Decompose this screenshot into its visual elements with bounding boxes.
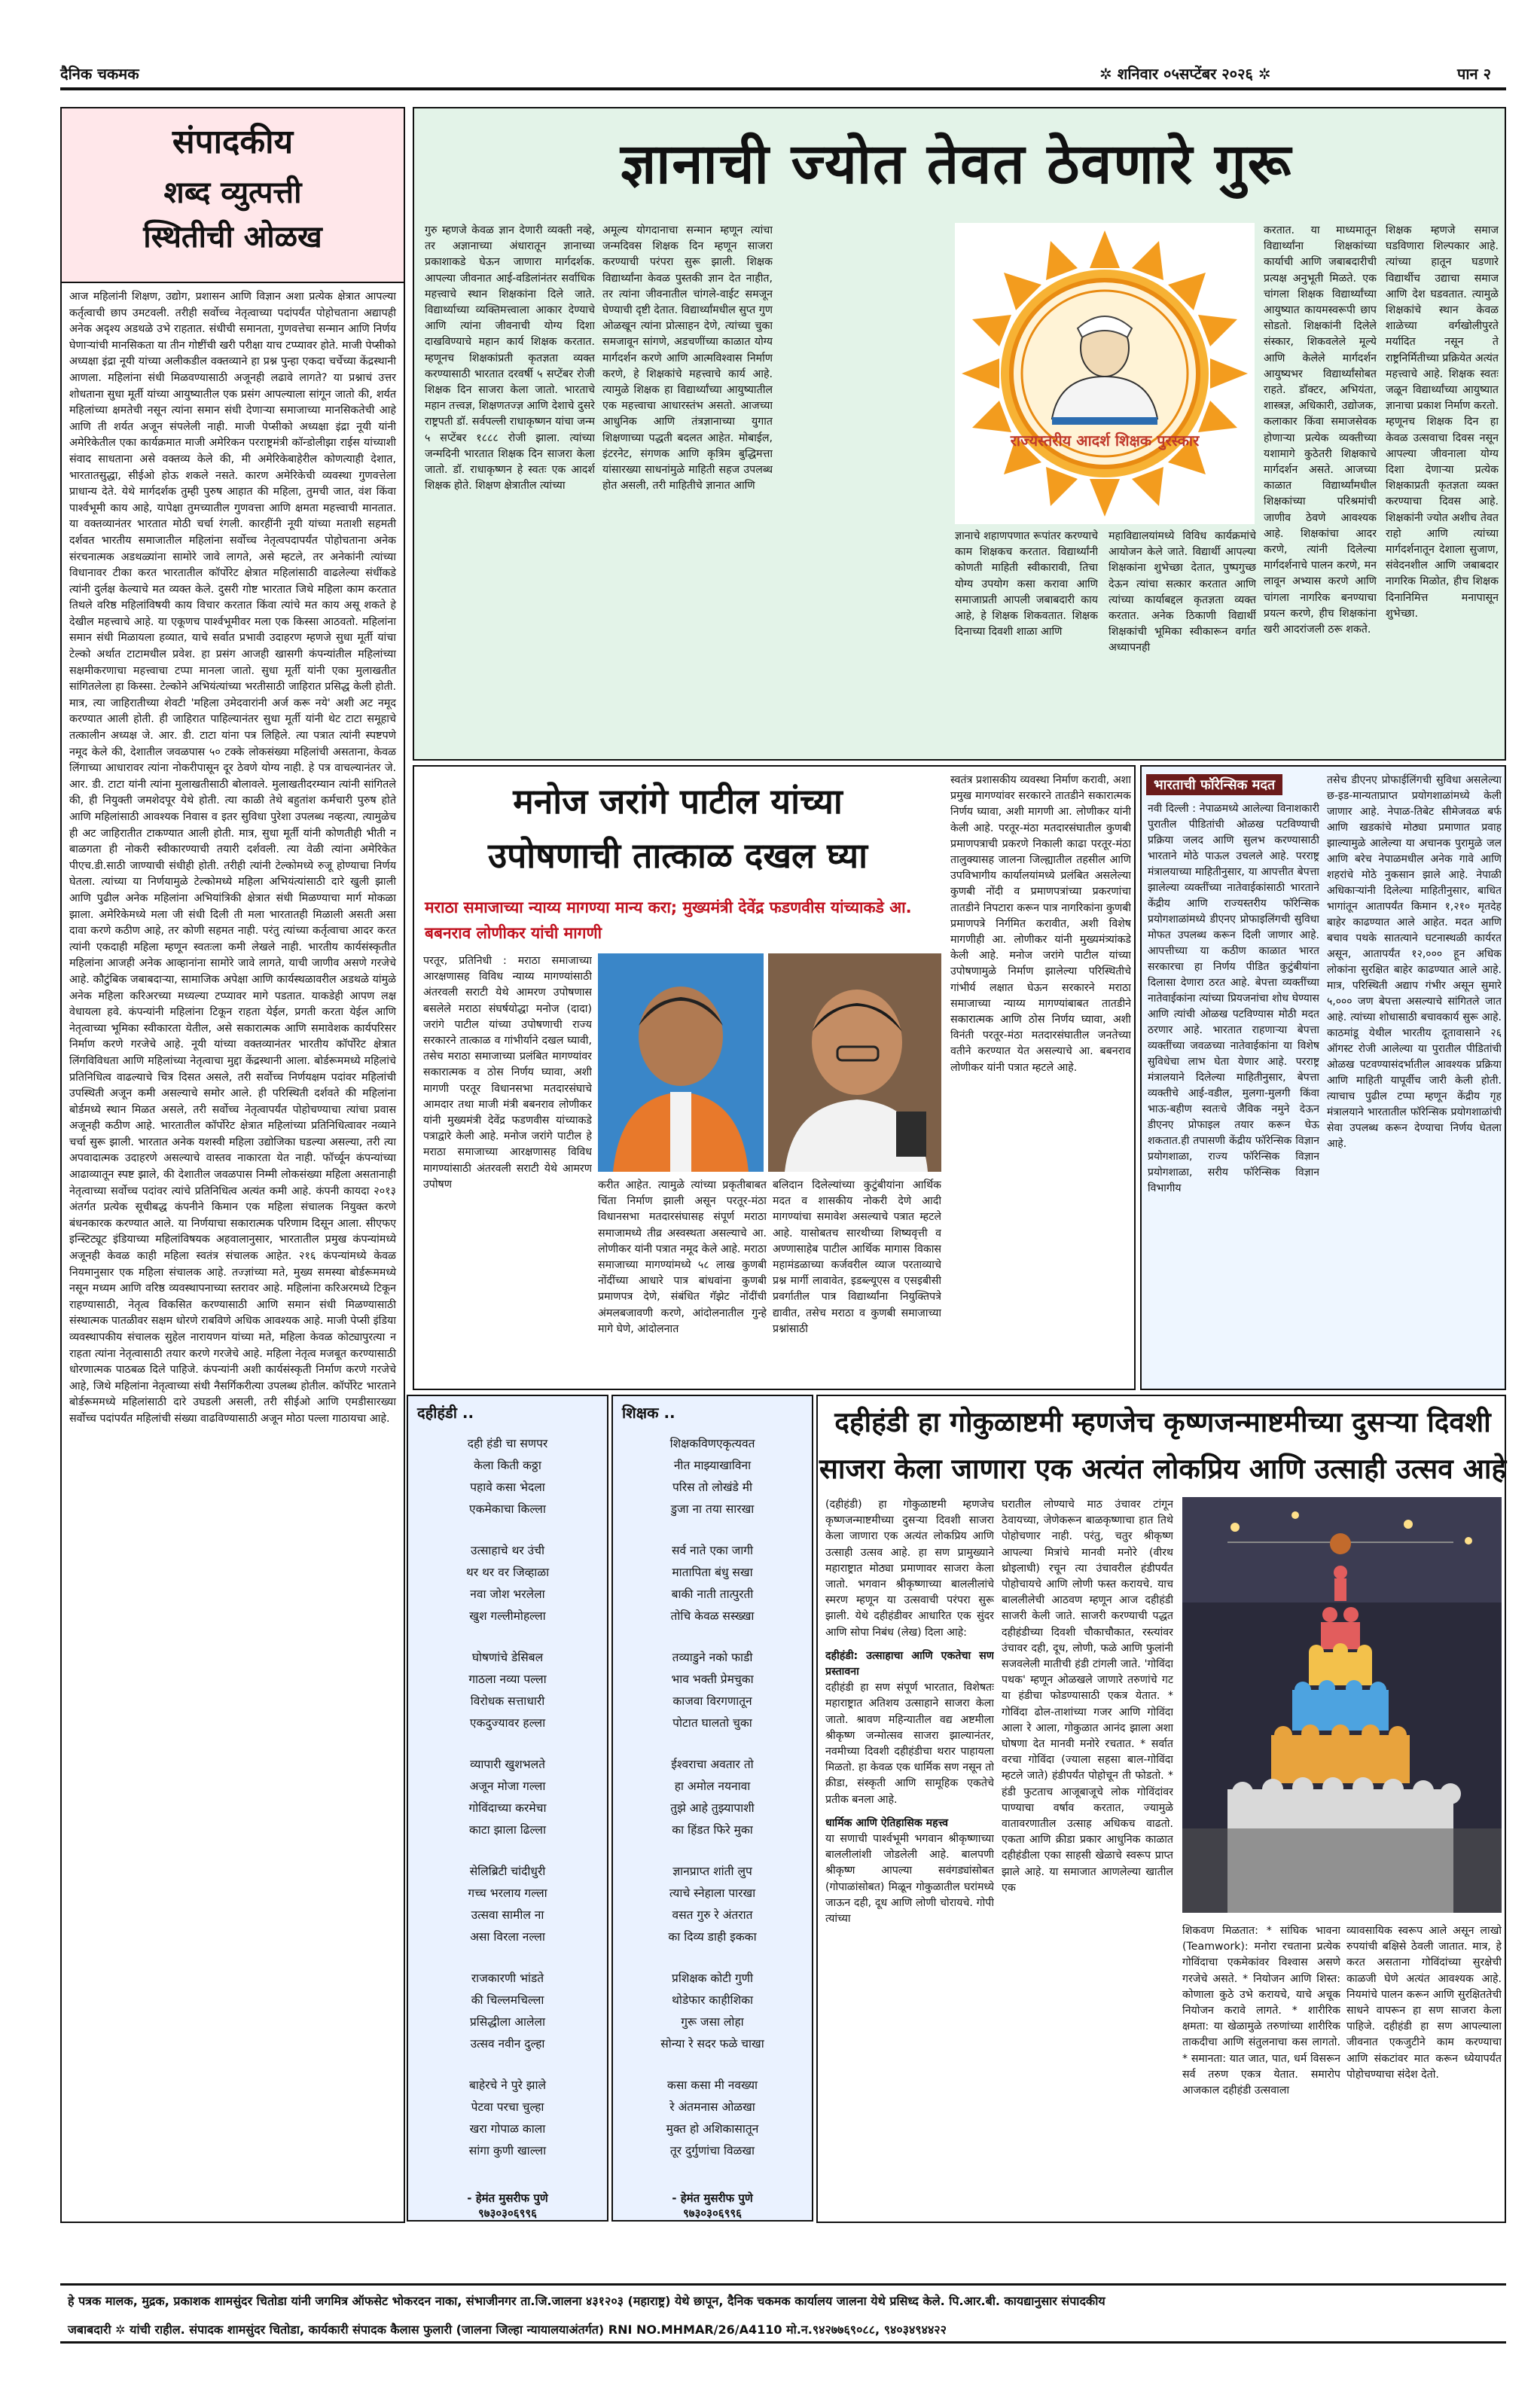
teachers-col-6: शिक्षक म्हणजे समाज घडविणारा शिल्पकार आहे. त्यांच्या हातून घडणारे विद्यार्थीच उद्याचा समाज आणि देश घडवतात. त्यामुळे शिक्षकांचे स्थान केवळ शाळेच्या वर्गखोलीपुरते मर्यादित नसून ते राष्ट्रनिर्मितीच्या प्रक्रियेत अत्यंत महत्त्वाचे आहे. शिक्षक स्वतः जळून विद्यार्थ्यांच्या आयुष्यात ज्ञानाचा प्रकाश निर्माण करतो. म्हणूनच शिक्षक दिन हा केवळ उत्सवाचा दिवस नसून आपल्या जीवनाला योग्य दिशा देणाऱ्या प्रत्येक शिक्षकाप्रती कृतज्ञता व्यक्त करण्याचा दिवस आहे. शिक्षकांनी ज्योत अशीच तेवत राहो आणि त्यांच्या मार्गदर्शनातून देशाला सुजाण, संवेदनशील आणि जबाबदार नागरिक मिळोत, हीच शिक्षक दिनानिमित्त मनापासून शुभेच्छा.: [1386, 224, 1499, 620]
poem-stanza: [621, 1540, 804, 1627]
editorial-title-line2: स्थितीची ओळख: [143, 220, 322, 255]
lonikar-photo: [598, 953, 764, 1172]
poem-line: उत्साहाचे थर उंची: [471, 1544, 544, 1557]
poem-stanza: [621, 1861, 804, 1948]
poem-stanza: [416, 1968, 599, 2055]
poem-line: तोचि केवळ सस्ख्खा: [670, 1609, 755, 1623]
poem-line: मातापिता बंधु सखा: [672, 1566, 753, 1579]
forensic-col-1: नवी दिल्ली : नेपाळमध्ये आलेल्या विनाशकारी पुरातील पीडितांची ओळख पटविण्याची प्रक्रिया जलद आणि सुलभ करण्यासाठी भारताने मोठे पाऊल उचलले आहे. परराष्ट्र मंत्रालयाच्या माहितीनुसार, या आपत्तीत बेपत्ता झालेल्या व्यक्तींच्या नातेवाईकांसाठी भारताने केंद्रीय आणि राज्यस्तरीय फॉरेन्सिक प्रयोगशाळांमध्ये डीएनए प्रोफाइलिंगची सुविधा मोफत उपलब्ध करून दिली जाणार आहे. आपत्तीच्या या कठीण काळात भारत सरकारचा हा निर्णय पीडित कुटुंबीयांना दिलासा देणारा ठरत आहे. बेपत्ता व्यक्तींच्या नातेवाईकांना त्यांच्या प्रियजनांचा शोध घेण्यास आणि त्यांची ओळख पटविण्यास मोठी मदत ठरणार आहे. भारतात राहणाऱ्या बेपत्ता व्यक्तींच्या जवळच्या नातेवाईकांना या विशेष सुविधेचा लाभ घेता येणार आहे. परराष्ट्र मंत्रालयाने दिलेल्या माहितीनुसार, बेपत्ता व्यक्तीचे आई-वडील, मुलगा-मुलगी किंवा भाऊ-बहीण स्वतःचे जैविक नमुने देऊन डीएनए प्रोफाइल तयार करून घेऊ शकतात.ही तपासणी केंद्रीय फॉरेन्सिक विज्ञान प्रयोगशाळा, राज्य फॉरेन्सिक विज्ञान प्रयोगशाळा, सरीय फॉरेन्सिक विज्ञान विभागीय: [1148, 803, 1319, 1194]
poem-stanza: [621, 2075, 804, 2162]
imprint-footer: [60, 2283, 1506, 2344]
poem-line: डुजा ना तया सारखा: [670, 1502, 755, 1516]
dahihandi-col-1: (दहीहंडी) हा गोकुळाष्टमी म्हणजेच कृष्णजन्माष्टमीच्या दुसऱ्या दिवशी साजरा केला जाणारा एक अत्यंत लोकप्रिय आणि उत्साही उत्सव आहे. हा सण प्रामुख्याने महाराष्ट्रात मोठ्या प्रमाणावर साजरा केला जातो. भगवान श्रीकृष्णाच्या बाललीलांचे स्मरण म्हणून या उत्सवाची परंपरा सुरू झाली. येथे दहीहंडीवर आधारित एक सुंदर आणि सोपा निबंध (लेख) दिला आहे: दहीहंडी: उत्साहाचा आणि एकतेचा सण प्रस्तावना दहीहंडी हा सण संपूर्ण भारतात, विशेषतः महाराष्ट्रात अतिशय उत्साहाने साजरा केला जातो. श्रावण महिन्यातील वद्य अष्टमीला श्रीकृष्ण जन्मोत्सव साजरा झाल्यानंतर, नवमीच्या दिवशी दहीहंडीचा थरार पाहायला मिळतो. हा केवळ एक धार्मिक सण नसून तो क्रीडा, संस्कृती आणि सामूहिक एकतेचे प्रतीक बनला आहे. धार्मिक आणि ऐतिहासिक महत्त्व या सणाची पार्श्वभूमी भगवान श्रीकृष्णाच्या बाललीलांशी जोडलेली आहे. बालपणी श्रीकृष्ण आपल्या सवंगड्यांसोबत (गोपाळांसोबत) मिळून गोकुळातील घरांमध्ये जाऊन दही, दूध आणि लोणी चोरायचे. गोपी त्यांच्या: [825, 1499, 994, 1926]
poem-line: खुश गल्लीमोहल्ला: [469, 1609, 546, 1623]
poem-stanza: [621, 1647, 804, 1734]
poem-stanza: [416, 1754, 599, 1841]
sun-emblem-icon: [955, 223, 1255, 524]
poem-line: सांगा कुणी खाल्ला: [468, 2144, 547, 2158]
teachers-col-2: अमूल्य योगदानाचा सन्मान म्हणून त्यांचा जन्मदिवस शिक्षक दिन म्हणून साजरा करण्याची परंपरा सुरू झाली. शिक्षक विद्यार्थ्यांना केवळ पुस्तकी ज्ञान देत नाहीत, तर त्यांना जीवनातील चांगले-वाईट समजून घेण्याची दृष्टी देतात. विद्यार्थ्यांमधील सुप्त गुण ओळखून त्यांना प्रोत्साहन देणे, त्यांच्या चुका समजावून सांगणे, अडचणींच्या काळात योग्य मार्गदर्शन करणे आणि आत्मविश्वास निर्माण करणे, हे शिक्षकांचे महत्त्वाचे कार्य आहे. त्यामुळे शिक्षक हा विद्यार्थ्यांच्या आयुष्यातील एक महत्त्वाचा आधारस्तंभ असतो. आजच्या आधुनिक आणि तंत्रज्ञानाच्या युगात शिक्षणाच्या पद्धती बदलत आहेत. मोबाईल, इंटरनेट, संगणक आणि कृत्रिम बुद्धिमत्ता यांसारख्या साधनांमुळे माहिती सहज उपलब्ध होत असली, तरी माहितीचे ज्ञानात आणि: [602, 224, 773, 493]
jarange-headline: मनोज जरांगे पाटील यांच्या उपोषणाची तात्काळ दखल घ्या: [487, 781, 868, 876]
poem-line: गोविंदाच्या करमेचा: [468, 1801, 547, 1815]
poem-line: दही हंडी चा सणपर: [467, 1437, 548, 1450]
teachers-col-3: ज्ञानाचे शहाणपणात रूपांतर करण्याचे काम शिक्षकच करतात. विद्यार्थ्यांनी कोणती माहिती स्वीकारावी, तिचा योग्य उपयोग कसा करावा आणि समाजाप्रती आपली जबाबदारी काय आहे, हे शिक्षक शिकवतात. शिक्षक दिनाच्या दिवशी शाळा आणि: [955, 530, 1098, 639]
poem-line: एकमेकाचा किल्ला: [469, 1502, 546, 1516]
poem-line: तूर दुर्गुणांचा विळखा: [669, 2144, 755, 2158]
poem-line: नीत माझ्याखाविना: [673, 1459, 752, 1472]
fadnavis-photo: [768, 953, 941, 1172]
poem-line: काजवा विरगणातून: [672, 1694, 752, 1708]
poem-line: गुरू जसा लोहा: [681, 2015, 744, 2029]
teacher-award-logo: [955, 223, 1255, 524]
poem-line: हा अमोल नयनावा: [674, 1779, 751, 1793]
poem-stanza: [621, 1754, 804, 1841]
page-number: पान २: [1456, 65, 1491, 83]
teachers-col-4: महाविद्यालयांमध्ये विविध कार्यक्रमांचे आयोजन केले जाते. विद्यार्थी आपल्या शिक्षकांना शुभेच्छा देतात, पुष्पगुच्छ देऊन त्यांचा सत्कार करतात आणि त्यांच्या कार्याबद्दल कृतज्ञता व्यक्त करतात. अनेक ठिकाणी विद्यार्थी शिक्षकांची भूमिका स्वीकारून वर्गात अध्यापनही: [1108, 530, 1256, 654]
jarange-article: [413, 765, 1136, 1390]
poem-line: विरोधक सत्ताधारी: [470, 1694, 545, 1708]
poem-line: काटा झाला ढिल्ला: [468, 1823, 547, 1837]
poem-shikshak-title: शिक्षक ..: [622, 1404, 675, 1422]
poem-line: असा विरला नल्ला: [470, 1930, 545, 1944]
editorial-text: आज महिलांनी शिक्षण, उद्योग, प्रशासन आणि विज्ञान अशा प्रत्येक क्षेत्रात आपल्या कर्तृत्वाची छाप उमटवली. तरीही सर्वोच्च नेतृत्वाच्या पदांपर्यंत पोहोचताना अद्यापही अनेक अदृश्य अडथळे उभे राहतात. संधीची समानता, गुणवत्तेचा सन्मान आणि निर्णय घेणाऱ्यांची मानसिकता या तीन गोष्टींची खरी परीक्षा याच टप्प्यावर होते. माजी पेप्सीको अध्यक्षा इंद्रा नूयी यांच्या अलीकडील वक्तव्याने हा प्रश्न पुन्हा एकदा चर्चेच्या केंद्रस्थानी आणला. महिलांना संधी मिळवण्यासाठी अजूनही लढावे लागते? या प्रश्नाचं उत्तर शोधताना सुधा मूर्ती यांच्या आयुष्यातील एक प्रसंग आपल्याला सांगून जातो की, शर्यत महिलांच्या क्षमतेची नसून त्यांना समान संधी देणाऱ्या समाजाच्या मानसिकतेची आहे आणि ती शर्यत अजून संपलेली नाही. माजी पेप्सीको अध्यक्षा इंद्रा नूयी यांनी अमेरिकेतील एका कार्यक्रमात माजी अमेरिकन परराष्ट्रमंत्री कॉन्डोलीझा राईस यांच्याशी संवाद साधताना असे वक्तव्य केले की, मी अमेरिकेबाहेरील कोणत्याही देशात, भारतातसुद्धा, सीईओ होऊ शकले नसते. कारण अमेरिकेची व्यवस्था गुणवत्तेला प्राधान्य देते. येथे मार्गदर्शक तुम्ही पुरुष आहात की महिला, तुमची जात, वंश किंवा पार्श्वभूमी काय आहे, यापेक्षा तुमच्यातील गुणवत्ता आणि क्षमता महत्त्वाची मानतात. या वक्तव्यानंतर भारतात मोठी चर्चा रंगली. कारहींनी नूयी यांच्या मताशी सहमती दर्शवत भारतीय समाजातील महिलांना सर्वोच्च नेतृत्वपदापर्यंत पोहोचताना अनेक संरचनात्मक अडथळ्यांना सामोरे जावे लागते, असे म्हटले, तर अनेकांनी त्यांच्या विधानावर टीका करत भारतातील कॉर्पोरेट क्षेत्रात महिलांसाठी वाढलेल्या संधींकडे त्यांनी दुर्लक्ष केल्याचे मत व्यक्त केले. दुसरी गोष्ट भारतात जिथे महिला काम करतात तिथले वरिष्ठ महिलांविषयी काय विचार करतात किंवा त्यांचे मत काय असू शकते हे देखील महत्त्वाचे आहे. या एकूणच पार्श्वभूमीवर मला एक किस्सा आठवतो. महिलांना समान संधी मिळायला हव्यात, याचे सर्वात प्रभावी उदाहरण म्हणजे सुधा मूर्ती यांचा टेल्को अर्थात टाटामधील प्रवेश. हा प्रसंग आजही खासगी कंपन्यांतील महिलांच्या सक्षमीकरणाचा महत्त्वाचा टप्पा मानला जातो. सुधा मूर्ती यांनी एका मुलाखतीत सांगितलेला हा किस्सा. टेल्कोने अभियंत्यांच्या भरतीसाठी जाहिरात प्रसिद्ध केली होती. मात्र, त्या जाहिरातीच्या शेवटी 'महिला उमेदवारांनी अर्ज करू नये' अशी अट नमूद करण्यात आली होती. ही जाहिरात पाहिल्यानंतर सुधा मूर्ती यांनी थेट टाटा समूहाचे तत्कालीन अध्यक्ष जे. आर. डी. टाटा यांना पत्र लिहिले. त्या पत्रात त्यांनी स्पष्टपणे नमूद केले की, देशातील जवळपास ५० टक्के लोकसंख्या महिलांची असताना, केवळ लिंगाच्या आधारावर त्यांना नोकरीपासून दूर ठेवणे योग्य नाही. हे पत्र वाचल्यानंतर जे. आर. डी. टाटा यांनी त्यांना मुलाखतीसाठी बोलावले. मुलाखतीदरम्यान त्यांनी सांगितले की, ही नियुक्ती जमशेदपूर येथे होती. त्या काळी तेथे बहुतांश कर्मचारी पुरुष होते आणि महिलांसाठी आवश्यक निवास व इतर सुविधा पुरेशा उपलब्ध नव्हत्या, त्यामुळेच ही अट जाहिरातीत टाकण्यात आली होती. मात्र, सुधा मूर्ती यांनी कोणतीही भीती न बाळगता ही नोकरी स्वीकारण्याची तयारी दर्शवली. त्या वेळी त्यांना अमेरिकेत पीएच.डी.साठी जाण्याची संधीही होती. तरीही त्यांनी टेल्कोमध्ये रुजू होण्याचा निर्णय घेतला. त्यांच्या या निर्णयामुळे टेल्कोमध्ये महिला अभियंत्यांसाठी दारे खुली झाली आणि पुढील अनेक महिलांना अभियांत्रिकी क्षेत्रात संधी मिळण्याचा मार्ग मोकळा झाला. अमेरिकेमध्ये मला जी संधी दिली ती मला भारतातही मिळाली असती असा दावा करणे कठीण आहे, तर कोणी सहमत नाही. परंतु त्यांच्या कर्तृत्वाचा आदर करत त्यांनी एकदाही महिला म्हणून स्वतःला कमी लेखले नाही. भारतीय कार्यसंस्कृतीत महिलांना आजही अनेक आव्हानांना सामोरे जावे लागते, याची जाणीव असणे गरजेचे आहे. कौटुंबिक जबाबदाऱ्या, सामाजिक अपेक्षा आणि कार्यस्थळावरील अडथळे यांमुळे अनेक महिला करिअरच्या मध्यल्या टप्प्यावर मागे पडतात. याकडेही आपण लक्ष वेधायला हवे. कंपन्यांनी महिलांना टिकून राहता येईल, प्रगती करता येईल आणि नेतृत्वाच्या भूमिका स्वीकारता येतील, असे सकारात्मक आणि समावेशक कार्यपरिसर निर्माण करणे गरजेचे आहे. नूयी यांच्या वक्तव्यानंतर भारतीय कॉर्पोरेट क्षेत्रात लिंगविविधता आणि महिलांच्या नेतृत्वाचा मुद्दा केंद्रस्थानी आला. बोर्डरूममध्ये महिलांचे प्रतिनिधित्व वाढल्याचे चित्र दिसत असले, तरी सर्वोच्च निर्णयक्षम पदांवर महिलांची उपस्थिती अजून कमी असल्याचे समोर आले. ही परिस्थिती दर्शवते की महिलांना बोर्डमध्ये स्थान मिळत असले, तरी सर्वोच्च नेतृत्वापर्यंत पोहोचण्याचा त्यांचा प्रवास अजूनही कठीण आहे. भारतातील कॉर्पोरेट क्षेत्रात महिलांच्या प्रतिनिधित्वावर नव्याने चर्चा सुरू झाली. भारतात अनेक यशस्वी महिला उद्योजिका घडल्या असल्या, तरी त्या अपवादात्मक उदाहरणे असल्याचे वास्तव नाकारता येत नाही. फॉर्च्यून कंपन्यांच्या आढाव्यातून स्पष्ट झाले, की देशातील जवळपास निम्मी लोकसंख्या महिला असतानाही नेतृत्वाच्या सर्वोच्च पदांवर त्यांचे प्रतिनिधित्व अत्यंत कमी आहे. कंपनी कायदा २०१३ अंतर्गत प्रत्येक सूचीबद्ध कंपनीने किमान एक महिला संचालक नियुक्त करणे बंधनकारक करण्यात आले. या निर्णयाचा सकारात्मक परिणाम दिसून आला. सीएफए इन्स्टिट्यूट इंडियाच्या महिलांविषयक अहवालानुसार, भारतातील प्रमुख कंपन्यांमध्ये अजूनही केवळ काही महिला स्वतंत्र संचालक आहेत. २१६ कंपन्यांमध्ये केवळ नियमानुसार एक महिला संचालक आहे. तज्ज्ञांच्या मते, मुख्य समस्या बोर्डरूममध्ये नसून मध्यम आणि वरिष्ठ व्यवस्थापनाच्या स्तरावर आहे. महिलांना करिअरमध्ये टिकून राहण्यासाठी, नेतृत्व विकसित करण्यासाठी आणि समान संधी मिळण्यासाठी संस्थात्मक पातळीवर सक्षम धोरणे राबविणे अधिक आवश्यक आहे. माजी पेप्सी इंडिया व्यवस्थापकीय संचालक सुहेल नारायणन यांच्या मते, महिला केवळ कोट्यापुरत्या न राहता त्यांना नेतृत्वासाठी तयार करणे गरजेचे आहे. महिला नेतृत्व मजबूत करण्यासाठी धोरणात्मक पाठबळ दिले पाहिजे. कंपन्यांनी अशी कार्यसंस्कृती निर्माण करणे गरजेचे आहे, जिथे महिलांना नेतृत्वाच्या संधी नैसर्गिकरीत्या उपलब्ध होतील. कॉर्पोरेट भारताने बोर्डरूममध्ये महिलांसाठी दारे उघडली असली, तरी सीईओ आणि एमडीसारख्या सर्वोच्च पदांपर्यंत महिलांची संख्या वाढविण्यासाठी अजून मोठा पल्ला गाठायचा आहे.: [69, 291, 396, 1425]
dahihandi-subhead-1: दहीहंडी: उत्साहाचा आणि एकतेचा सण प्रस्तावना: [825, 1649, 994, 1679]
jarange-col-2: करीत आहेत. त्यामुळे त्यांच्या प्रकृतीबाबत चिंता निर्माण झाली असून परतूर-मंठा विधानसभा मतदारसंघासह संपूर्ण मराठा समाजामध्ये तीव्र अस्वस्थता असल्याचे आ. लोणीकर यांनी पत्रात नमूद केले आहे. मराठा समाजाच्या मागण्यांमध्ये ५८ लाख कुणबी नोंदींच्या आधारे पात्र बांधवांना कुणबी प्रमाणपत्र देणे, संबंधित गॅझेट नोंदींची अंमलबजावणी करणे, आंदोलनातील गुन्हे मागे घेणे, आंदोलनात: [598, 1179, 767, 1335]
poem-stanza: [621, 1433, 804, 1520]
editorial-column: [60, 107, 405, 2223]
jarange-col-4: स्वतंत्र प्रशासकीय व्यवस्था निर्माण करावी, अशा प्रमुख मागण्यांवर सरकारने तातडीने सकारात्मक निर्णय घ्यावा, अशी मागणी आ. लोणीकर यांनी केली आहे. परतूर-मंठा मतदारसंघातील कुणबी प्रमाणपत्राची प्रकरणे निकाली काढा परतूर-मंठा तालुक्यासह जालना जिल्ह्यातील तहसील आणि उपविभागीय कार्यालयांमध्ये प्रलंबित असलेल्या कुणबी नोंदी व प्रमाणपत्रांच्या प्रकरणांचा तातडीने निपटारा करून पात्र नागरिकांना कुणबी प्रमाणपत्रे निर्गमित करावीत, अशी विशेष मागणीही आ. लोणीकर यांनी मुख्यमंत्र्यांकडे केली आहे. मनोज जरांगे पाटील यांच्या उपोषणामुळे निर्माण झालेल्या परिस्थितीचे गांभीर्य लक्षात घेऊन सरकारने मराठा समाजाच्या न्याय्य मागण्यांबाबत तातडीने सकारात्मक आणि ठोस निर्णय घ्यावा, अशी विनंती परतूर-मंठा मतदारसंघातील जनतेच्या वतीने करण्यात येत असल्याचे आ. बबनराव लोणीकर यांनी पत्रात म्हटले आहे.: [950, 774, 1131, 1074]
poem-line: पोटात घालतो चुका: [672, 1716, 752, 1730]
poem-line: घोषणांचे डेसिबल: [471, 1651, 544, 1664]
poem-line: प्रसिद्धीला आलेला: [469, 2015, 546, 2029]
editorial-title-line1: शब्द व्युत्पत्ती: [163, 175, 302, 210]
poem-line: का हिंडत फिरे मुका: [672, 1823, 753, 1837]
award-logo-text: राज्यस्तरीय आदर्श शिक्षक पुरस्कार: [1010, 432, 1200, 450]
poem-shikshak: [611, 1395, 813, 2222]
poem-line: उत्सव नवीन दुल्हा: [470, 2037, 545, 2051]
jarange-col-3: बलिदान दिलेल्यांच्या कुटुंबीयांना आर्थिक मदत व शासकीय नोकरी देणे आदी मागण्यांचा समावेश असल्याचे पत्रात म्हटले आहे. यासोबतच सारथीच्या शिष्यवृत्ती व अण्णासाहेब पाटील आर्थिक मागास विकास महामंडळाच्या कर्जवरील व्याज परताव्याचे प्रश्न मार्गी लावावेत, इडब्ल्यूएस व एसइबीसी प्रवर्गातील पात्र विद्यार्थ्यांना नियुक्तिपत्रे द्यावीत, तसेच मराठा व कुणबी समाजाच्या प्रश्नांसाठी: [773, 1179, 941, 1335]
poem-line: सर्व नाते एका जागी: [671, 1544, 754, 1557]
poem-line: थर थर वर जिव्हाळा: [465, 1566, 550, 1579]
poem-line: गच्च भरलाय गल्ला: [468, 1886, 547, 1900]
dahihandi-col-2: घरातील लोण्याचे माठ उंचावर टांगून ठेवायच्या, जेणेकरून बाळकृष्णाचा हात तिथे पोहोचणार नाही. परंतु, चतुर श्रीकृष्ण आपल्या मित्रांचे मानवी मनोरे (वीरथ थ्रोइलाधी) रचून त्या उंचावरील हंडीपर्यंत पोहोचायचे आणि लोणी फस्त करायचे. याच बाललीलेची आठवण म्हणून आज दहीहंडी साजरी केली जाते. साजरी करण्याची पद्धत दहीहंडीच्या दिवशी चौकाचौकात, रस्त्यांवर उंचावर दही, दूध, लोणी, फळे आणि फुलांनी सजवलेली मातीची हंडी टांगली जाते. 'गोविंदा पथक' म्हणून ओळखले जाणारे तरुणांचे गट या हंडीचा फोडण्यासाठी एकत्र येतात. * गोविंदा ढोल-ताशांच्या गजर आणि गोविंदा आला रे आला, गोकुळात आनंद झाला अशा घोषणा देत मानवी मनोरे रचतात. * सर्वात वरचा गोविंदा (ज्याला सहसा बाल-गोविंदा म्हटले जाते) हंडीपर्यंत पोहोचून ती फोडतो. * हंडी फुटताच आजूबाजूचे लोक गोविंदांवर पाण्याचा वर्षाव करतात, ज्यामुळे वातावरणातील उत्साह अधिकच वाढतो. एकता आणि क्रीडा प्रकार आधुनिक काळात दहीहंडीला एका साहसी खेळाचे स्वरूप प्राप्त झाले आहे. या समाजात आणलेल्या खातील एक: [1002, 1499, 1173, 1894]
poem-dahihandi: [407, 1395, 608, 2222]
poem-dahihandi-title: दहीहंडी ..: [417, 1404, 474, 1422]
poem-line: कसा कसा मी नवख्या: [666, 2078, 758, 2092]
poem-line: की चिल्लमचिल्ला: [471, 1993, 544, 2007]
poem-line: शिक्षकविणएकृत्यवत: [669, 1437, 755, 1450]
poem-line: अजून मोजा गल्ला: [469, 1779, 546, 1793]
dahihandi-col-4: व्यावसायिक स्वरूप आले असून लाखो रुपयांची बक्षिसे ठेवली जातात. मात्र, हे करत असताना गोविंदांच्या सुरक्षेची काळजी घेणे अत्यंत आवश्यक आहे. नियमांचे पालन करून आणि सुरक्षिततेची साधने वापरून हा सण साजरा केला पाहिजे. दहीहंडी हा सण आपल्याला जीवनात एकजुटीने काम करण्याचा आणि संकटांवर मात करून ध्येयापर्यंत पोहोचण्याचा संदेश देतो.: [1346, 1925, 1502, 2081]
issue-date: ✲ शनिवार ०५सप्टेंबर २०२६ ✲: [1099, 65, 1271, 83]
poem-line: राजकारणी भांडते: [471, 1972, 544, 1985]
poem-line: ज्ञानप्राप्त शांती लुप: [672, 1865, 752, 1878]
poem-line: परिस तो लोखंडे मी: [672, 1481, 753, 1494]
poem-line: नवा जोश भरलेला: [470, 1587, 545, 1601]
forensic-col-2: तसेच डीएनए प्रोफाईलिंगची सुविधा असलेल्या छ-इड-मान्यताप्राप्त प्रयोगशाळांमध्ये केली जाणार आहे. नेपाळ-तिबेट सीमेजवळ बर्फ आणि खडकांचे मोठ्या प्रमाणात प्रवाह झाल्यामुळे आलेल्या या अचानक पुरामुळे जल आणि बरेच नेपाळमधील अनेक गावे आणि शहरांचे मोठे नुकसान झाले आहे. नेपाळी अधिकाऱ्यांनी दिलेल्या माहितीनुसार, बाधित भागांतून आतापर्यंत किमान १,२१० मृतदेह बाहेर काढण्यात आले आहेत. मदत आणि बचाव पथके सातत्याने घटनास्थळी कार्यरत असून, आतापर्यंत १२,००० हून अधिक लोकांना सुरक्षित बाहेर काढण्यात आले आहे. मात्र, परिस्थिती अद्याप गंभीर असून सुमारे ५,००० जण बेपत्ता असल्याचे सांगितले जात आहे. त्यांच्या शोधासाठी बचावकार्य सुरू आहे. काठमांडू येथील भारतीय दूतावासाने २६ ऑगस्ट रोजी आलेल्या या पुरातील पीडितांची ओळख पटवण्यासंदर्भातील आवश्यक प्रक्रिया आणि माहिती यापूर्वीच जारी केली होती. त्याचाच पुढील टप्पा म्हणून केंद्रीय गृह मंत्रालयाने भारतातील फॉरेन्सिक प्रयोगशाळांची सेवा उपलब्ध करून देण्याचा निर्णय घेतला आहे.: [1327, 774, 1502, 1150]
poem-line: तव्याडुने नको फाडी: [672, 1651, 753, 1664]
forensic-article: [1140, 765, 1506, 1390]
poem-shikshak-phone: ९७३०३०६९९६: [682, 2206, 742, 2220]
paper-name: दैनिक चकमक: [60, 65, 139, 83]
poem-line: उत्सवा सामील ना: [471, 1908, 544, 1922]
teachers-portrait-gap: [782, 223, 944, 750]
poem-line: सेलिब्रिटी चांदीधुरी: [469, 1865, 546, 1878]
poem-line: प्रशिक्षक कोटी गुणी: [672, 1972, 753, 1985]
dahihandi-headline: दहीहंडी हा गोकुळाष्टमी म्हणजेच कृष्णजन्माष्टमीच्या दुसऱ्या दिवशी साजरा केला जाणारा एक अत्यंत लोकप्रिय आणि उत्साही उत्सव आहे: [819, 1406, 1507, 1485]
editorial-body: [62, 283, 404, 2196]
poem-dahihandi-phone: ९७३०३०६९९६: [477, 2206, 537, 2220]
masthead: [60, 60, 1506, 90]
dahihandi-human-pyramid-photo: [1182, 1497, 1502, 1913]
poem-stanza: [416, 1540, 599, 1627]
poem-stanza: [621, 1968, 804, 2055]
poem-shikshak-author: - हेमंत मुसरीफ पुणे: [672, 2191, 753, 2205]
poem-line: तुझे आहे तुझ्यापाशी: [670, 1801, 755, 1815]
editorial-header: [62, 108, 404, 283]
poem-line: खरा गोपाळ काला: [469, 2122, 546, 2136]
poem-line: व्यापारी खुशभलते: [470, 1758, 545, 1771]
poem-line: त्याचे स्नेहाला पारखा: [669, 1886, 756, 1900]
poem-line: मुक्त हो अशिकासातून: [666, 2122, 759, 2136]
poem-stanza: [416, 1861, 599, 1948]
poem-line: भाव भक्ती प्रेमचुका: [671, 1673, 754, 1686]
poem-stanza: [416, 1647, 599, 1734]
editorial-label: संपादकीय: [172, 123, 294, 161]
poem-line: का दिव्य डाही इकका: [668, 1930, 757, 1944]
poem-stanza: [416, 1433, 599, 1520]
jarange-subheadline: मराठा समाजाच्या न्याय्य मागण्या मान्य करा; मुख्यमंत्री देवेंद्र फडणवीस यांच्याकडे आ. बबनराव लोणीकर यांची मागणी: [425, 898, 912, 942]
poem-line: एकदुज्यावर हल्ला: [469, 1716, 546, 1730]
poem-stanza: [416, 2075, 599, 2162]
teachers-col-1: गुरु म्हणजे केवळ ज्ञान देणारी व्यक्ती नव्हे, तर अज्ञानाच्या अंधारातून ज्ञानाच्या प्रकाशाकडे घेऊन जाणारा मार्गदर्शक. आपल्या जीवनात आई-वडिलांनंतर सर्वाधिक महत्त्वाचे स्थान शिक्षकांना दिले जाते. विद्यार्थ्याच्या व्यक्तिमत्त्वाला आकार देण्याचे आणि त्यांना जीवनाची योग्य दिशा दाखविण्याचे महान कार्य शिक्षक करतात. म्हणूनच शिक्षकांप्रती कृतज्ञता व्यक्त करण्यासाठी भारतात दरवर्षी ५ सप्टेंबर रोजी शिक्षक दिन साजरा केला जातो. भारताचे महान तत्त्वज्ञ, शिक्षणतज्ज्ञ आणि देशाचे दुसरे राष्ट्रपती डॉ. सर्वपल्ली राधाकृष्णन यांचा जन्म ५ सप्टेंबर १८८८ रोजी झाला. त्यांच्या जन्मदिनी भारतात शिक्षक दिन साजरा केला जातो. डॉ. राधाकृष्णन हे स्वतः एक आदर्श शिक्षक होते. शिक्षण क्षेत्रातील त्यांच्या: [425, 224, 595, 493]
poem-line: रे अंतमनास ओळखा: [669, 2100, 755, 2114]
forensic-headline: भारताची फॉरेन्सिक मदत: [1146, 774, 1282, 795]
dahihandi-subhead-2: धार्मिक आणि ऐतिहासिक महत्त्व: [825, 1816, 949, 1829]
poem-line: थोडेफार काहीशिका: [671, 1993, 754, 2007]
poem-line: पहावे कसा भेदला: [470, 1481, 545, 1494]
poem-line: बाहेरचे ने पुरे झाले: [468, 2078, 547, 2092]
jarange-col-1: परतूर, प्रतिनिधी : मराठा समाजाच्या आरक्षणासह विविध न्याय्य मागण्यांसाठी अंतरवली सराटी येथे आमरण उपोषणास बसलेले मराठा संघर्षयोद्धा मनोज (दादा) जरांगे पाटील यांच्या उपोषणाची राज्य सरकारने तात्काळ व गांभीर्याने दखल घ्यावी, तसेच मराठा समाजाच्या प्रलंबित मागण्यांवर सकारात्मक व ठोस निर्णय घ्यावा, अशी मागणी परतूर विधानसभा मतदारसंघाचे आमदार तथा माजी मंत्री बबनराव लोणीकर यांनी मुख्यमंत्री देवेंद्र फडणवीस यांच्याकडे पत्राद्वारे केली आहे. मनोज जरांगे पाटील हे मराठा समाजाच्या आरक्षणासह विविध मागण्यांसाठी अंतरवली सराटी येथे आमरण उपोषण: [423, 955, 592, 1191]
poem-dahihandi-author: - हेमंत मुसरीफ पुणे: [467, 2191, 548, 2205]
poem-line: पेटवा परचा चुल्हा: [471, 2100, 544, 2114]
poem-line: गाठला नव्या पल्ला: [468, 1673, 547, 1686]
teachers-col-5: करतात. या माध्यमातून विद्यार्थ्यांना शिक्षकांच्या कार्याची आणि जबाबदारीची प्रत्यक्ष अनुभूती मिळते. एक चांगला शिक्षक विद्यार्थ्यांच्या आयुष्यात कायमस्वरूपी छाप सोडतो. शिक्षकांनी दिलेले संस्कार, शिकवलेले मूल्ये आणि केलेले मार्गदर्शन आयुष्यभर विद्यार्थ्यांसोबत राहते. डॉक्टर, अभियंता, शास्त्रज्ञ, अधिकारी, उद्योजक, कलाकार किंवा समाजसेवक होणाऱ्या प्रत्येक व्यक्तीच्या यशामागे कुठेतरी शिक्षकाचे मार्गदर्शन असते. आजच्या काळात विद्यार्थ्यांमधील शिक्षकांच्या परिश्रमांची जाणीव ठेवणे आवश्यक आहे. शिक्षकांचा आदर करणे, त्यांनी दिलेल्या मार्गदर्शनाचे पालन करणे, मन लावून अभ्यास करणे आणि चांगला नागरिक बनण्याचा प्रयत्न करणे, हीच शिक्षकांना खरी आदरांजली ठरू शकते.: [1264, 224, 1377, 636]
teachers-day-headline: ज्ञानाची ज्योत तेवत ठेवणारे गुरू: [620, 132, 1293, 197]
poem-shikshak-body: [613, 1429, 812, 2186]
poem-line: बाकी नाती तात्पुरती: [671, 1587, 754, 1601]
poem-line: ईश्वराचा अवतार तो: [671, 1758, 754, 1771]
poem-line: सोन्या रे सदर फळे चाखा: [660, 2037, 764, 2051]
poem-line: केला किती कठ्ठा: [474, 1459, 541, 1472]
imprint-line-2: जबाबदारी ✲ यांची राहील. संपादक शामसुंदर चितोडा, कार्यकारी संपादक कैलास फुलारी (जालना जिल्हा न्यायालयाअंतर्गत) RNI NO.MHMAR/26/A4110 मो.न.९४२७७६९०८८, ९४०३४९४४२२: [68, 2322, 947, 2337]
poem-line: वसत गुरु रे अंतरात: [672, 1908, 753, 1922]
dahihandi-article: [816, 1395, 1506, 2223]
imprint-line-1: हे पत्रक मालक, मुद्रक, प्रकाशक शामसुंदर चितोडा यांनी जगमित्र ऑफसेट भोकरदन नाका, संभाजीनगर ता.जि.जालना ४३१२०३ (महाराष्ट्र) येथे छापून, दैनिक चकमक कार्यालय जालना येथे प्रसिध्द केले. पि.आर.बी. कायद्यानुसार संपादकीय: [68, 2294, 1105, 2308]
dahihandi-col-3: शिकवण मिळतात: * सांघिक भावना (Teamwork): मनोरा रचताना प्रत्येक गोविंदाचा एकमेकांवर विश्वास असणे गरजेचे असते. * नियोजन आणि शिस्त: कोणाला कुठे उभे करायचे, याचे अचूक नियोजन करावे लागते. * शारीरिक क्षमता: या खेळामुळे तरुणांच्या शारीरिक ताकदीचा आणि संतुलनाचा कस लागतो. * समानता: यात जात, पात, धर्म विसरून सर्व तरुण एकत्र येतात. समारोप आजकाल दहीहंडी उत्सवाला: [1182, 1925, 1340, 2097]
teachers-day-article: [413, 107, 1506, 761]
poem-dahihandi-body: [408, 1429, 607, 2186]
